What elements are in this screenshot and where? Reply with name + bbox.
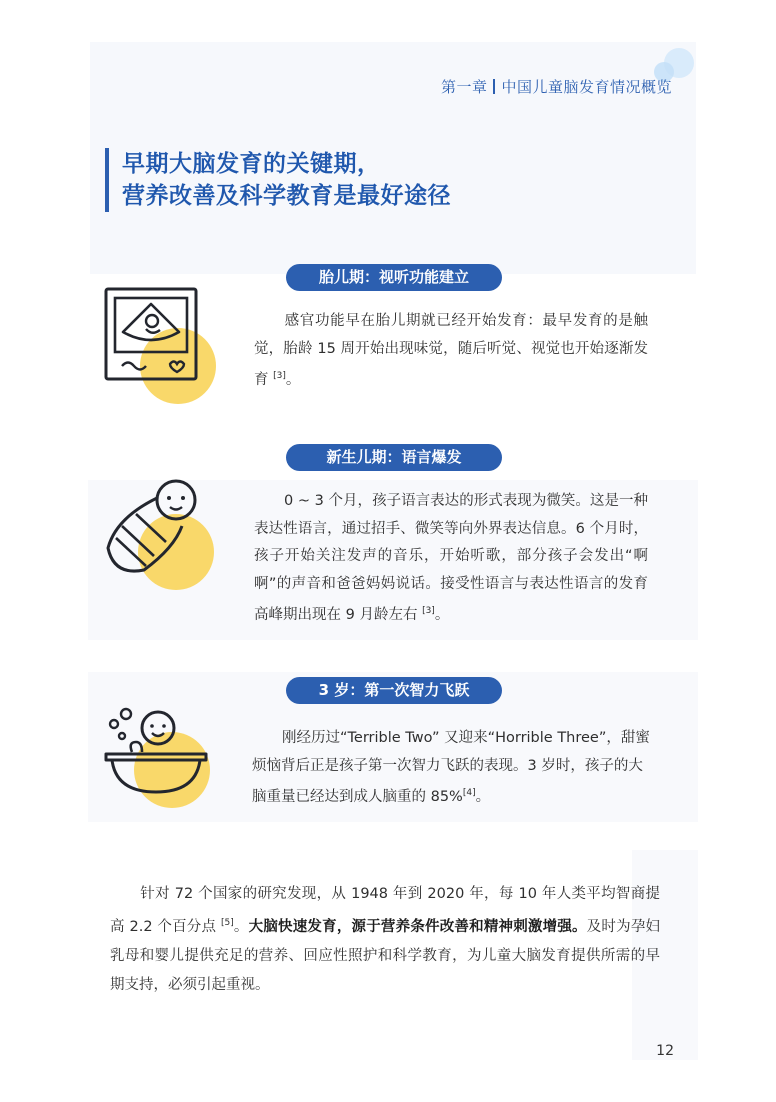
section-end: 。 [475, 789, 491, 805]
swaddled-baby-icon [102, 478, 214, 590]
section-body: 刚经历过“Terrible Two” 又迎来“Horrible Three”，甜蜜烦恼背后正是孩子第一次智力飞跃的表现。3 岁时，孩子的大脑重量已经达到成人脑重的 85% [252, 730, 650, 805]
chapter-header [441, 76, 672, 97]
chapter-title: 中国儿童脑发育情况概览 [501, 78, 672, 96]
title-line-1: 早期大脑发育的关键期， [122, 151, 381, 177]
page-number: 12 [656, 1043, 674, 1059]
body-paragraph [110, 880, 660, 1000]
citation: [3] [422, 606, 435, 616]
chapter-label: 第一章 [440, 78, 488, 96]
section-text-newborn [254, 488, 648, 630]
section-body: 感官功能早在胎儿期就已经开始发育：最早发育的是触觉，胎龄 15 周开始出现味觉，随后听觉、视觉也开始逐渐发育 [254, 313, 648, 388]
ultrasound-icon [102, 286, 214, 398]
body-part3: 及时为孕妇乳母和婴儿提供充足的营养、回应性照护和科学教育，为儿童大脑发育提供所需的早期支持，必须引起重视。 [110, 919, 661, 993]
body-bold: 大脑快速发育，源于营养条件改善和精神刺激增强。 [248, 919, 587, 935]
section-pill-age3: 3 岁：第一次智力飞跃 [286, 677, 502, 704]
section-text-fetal [254, 308, 648, 395]
citation: [4] [462, 788, 476, 798]
section-end: 。 [434, 607, 450, 623]
section-title [105, 148, 451, 212]
section-text-age3 [252, 725, 650, 812]
body-part1: 针对 72 个国家的研究发现，从 1948 年到 2020 年，每 10 年人类平均智商提高 2.2 个百分点 [110, 886, 660, 935]
citation: [3] [273, 371, 286, 381]
citation: [5] [220, 918, 234, 928]
title-line-2: 营养改善及科学教育是最好途径 [122, 183, 451, 209]
section-pill-fetal: 胎儿期：视听功能建立 [286, 264, 502, 291]
section-pill-newborn: 新生儿期：语言爆发 [286, 444, 502, 471]
header-divider [493, 79, 495, 94]
baby-bath-icon [102, 706, 214, 818]
section-end: 。 [285, 372, 301, 388]
body-part2: 。 [233, 919, 249, 935]
section-body: 0 ~ 3 个月，孩子语言表达的形式表现为微笑。这是一种表达性语言，通过招手、微笑等向外界表达信息。6 个月时，孩子开始关注发声的音乐，开始听歌，部分孩子会发出“啊啊”的声音和爸爸妈妈说话。接受性语言与表达性语言的发育高峰期出现在 9 月龄左右 [254, 493, 648, 623]
